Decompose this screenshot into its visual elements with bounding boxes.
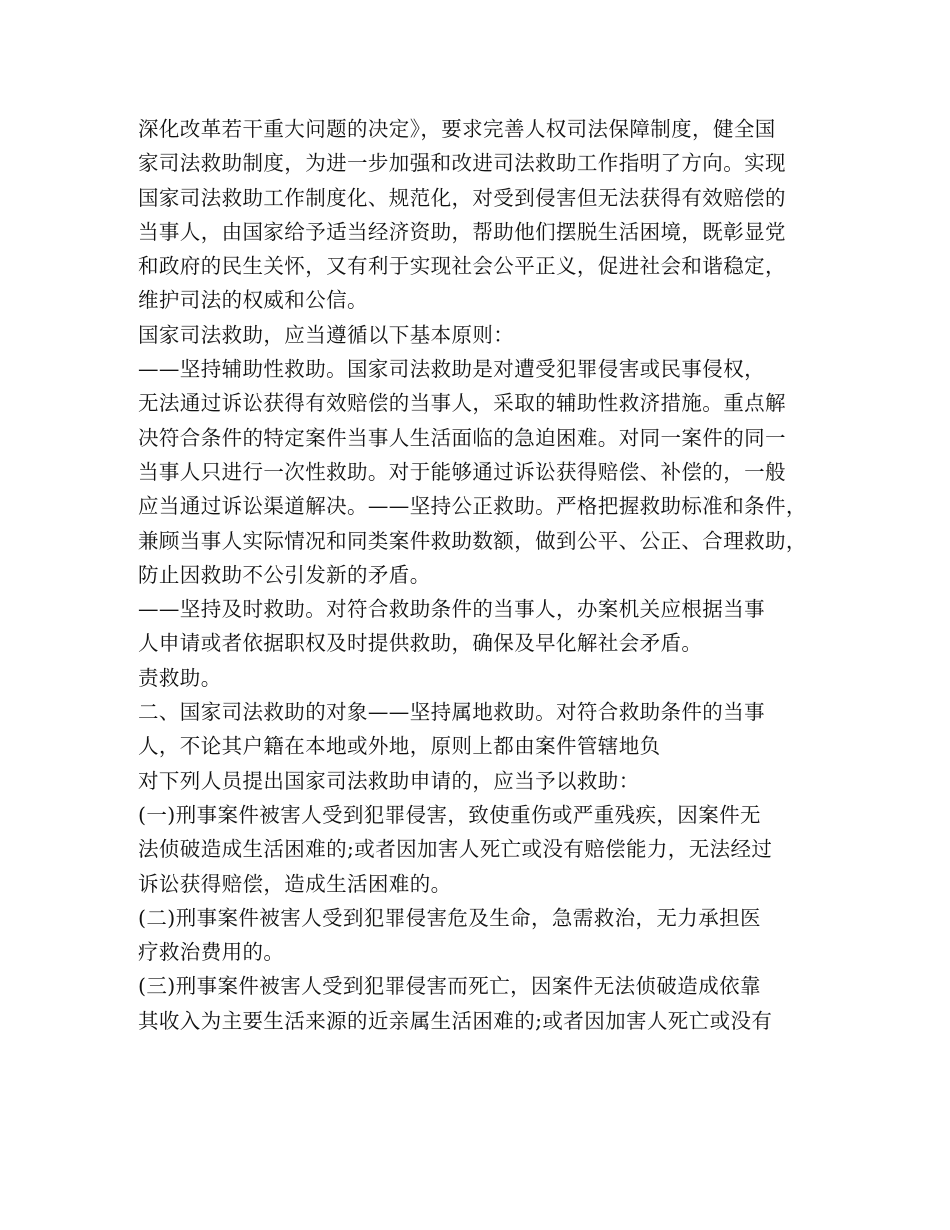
text-line: 疗救治费用的。 [138, 940, 285, 965]
text-line: (三)刑事案件被害人受到犯罪侵害而死亡，因案件无法侦破造成依靠 [138, 974, 761, 999]
text-line: 兼顾当事人实际情况和同类案件救助数额，做到公平、公正、合理救助， [138, 528, 807, 553]
text-line: 对下列人员提出国家司法救助申请的，应当予以救助： [138, 768, 640, 793]
text-line: 人，不论其户籍在本地或外地，原则上都由案件管辖地负 [138, 734, 661, 759]
text-line: 应当通过诉讼渠道解决。——坚持公正救助。严格把握救助标准和条件， [138, 494, 807, 519]
text-line: 国家司法救助，应当遵循以下基本原则： [138, 322, 515, 347]
text-line: 维护司法的权威和公信。 [138, 288, 368, 313]
text-line: 人申请或者依据职权及时提供救助，确保及早化解社会矛盾。 [138, 631, 703, 656]
document-body [138, 112, 838, 1038]
text-line: 家司法救助制度，为进一步加强和改进司法救助工作指明了方向。实现 [138, 151, 786, 176]
text-line: (二)刑事案件被害人受到犯罪侵害危及生命，急需救治，无力承担医 [138, 905, 761, 930]
text-line: 法侦破造成生活困难的;或者因加害人死亡或没有赔偿能力，无法经过 [138, 837, 773, 862]
text-line: 深化改革若干重大问题的决定》，要求完善人权司法保障制度，健全国 [138, 117, 776, 141]
text-line: 国家司法救助工作制度化、规范化，对受到侵害但无法获得有效赔偿的 [138, 185, 786, 210]
text-line: 当事人，由国家给予适当经济资助，帮助他们摆脱生活困境，既彰显党 [138, 219, 786, 244]
text-line: 诉讼获得赔偿，造成生活困难的。 [138, 871, 452, 896]
text-line: 决符合条件的特定案件当事人生活面临的急迫困难。对同一案件的同一 [138, 425, 786, 450]
text-line: ——坚持及时救助。对符合救助条件的当事人，办案机关应根据当事 [138, 597, 765, 622]
text-line: 无法通过诉讼获得有效赔偿的当事人，采取的辅助性救济措施。重点解 [138, 391, 786, 416]
text-line: 和政府的民生关怀，又有利于实现社会公平正义，促进社会和谐稳定， [138, 254, 786, 279]
text-line: 当事人只进行一次性救助。对于能够通过诉讼获得赔偿、补偿的，一般 [138, 459, 786, 484]
text-line: 责救助。 [138, 665, 222, 690]
text-line: 防止因救助不公引发新的矛盾。 [138, 562, 431, 587]
text-line: 二、国家司法救助的对象——坚持属地救助。对符合救助条件的当事 [138, 700, 765, 725]
text-line: (一)刑事案件被害人受到犯罪侵害，致使重伤或严重残疾，因案件无 [138, 802, 761, 827]
text-line: 其收入为主要生活来源的近亲属生活困难的;或者因加害人死亡或没有 [138, 1008, 773, 1033]
text-line: ——坚持辅助性救助。国家司法救助是对遭受犯罪侵害或民事侵权， [138, 357, 765, 382]
